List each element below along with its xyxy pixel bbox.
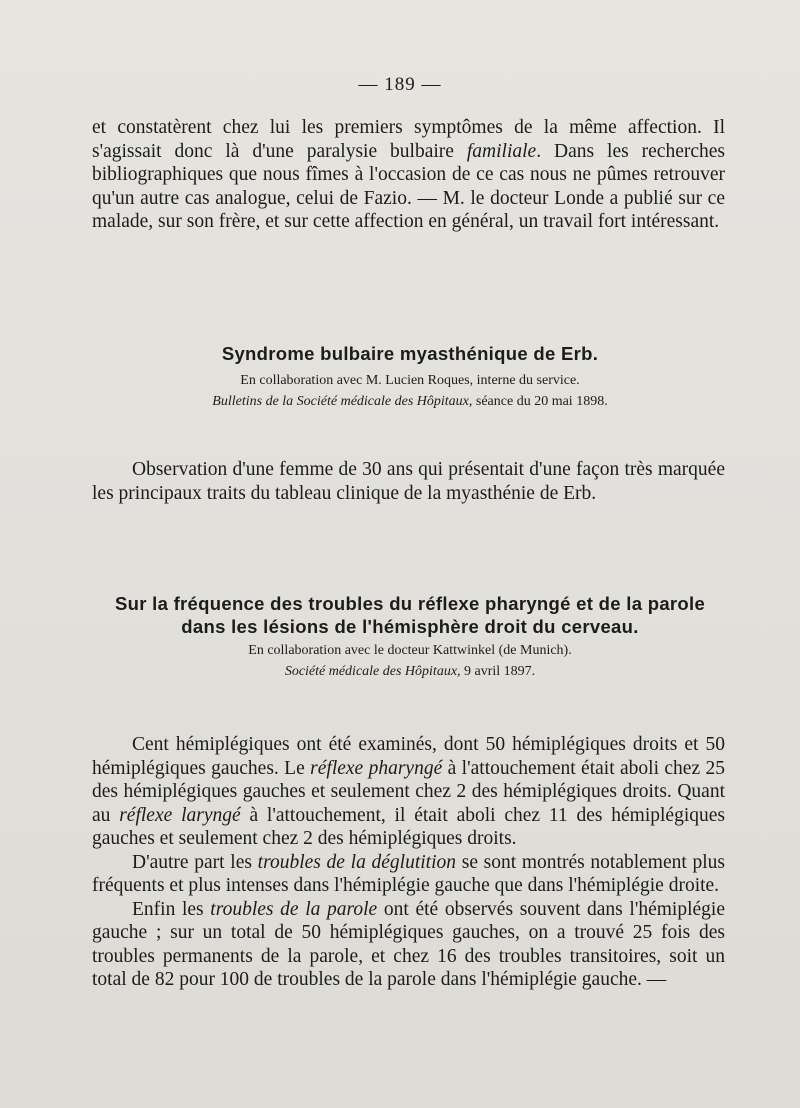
- section2-meta: [80, 640, 740, 682]
- section2-date: 9 avril 1897.: [460, 664, 536, 679]
- section1-collaboration: En collaboration avec M. Lucien Roques, interne du service.: [240, 373, 580, 388]
- observation-text: Observation d'une femme de 30 ans qui présentait d'une façon très marquée les principaux traits du tableau clinique de la myasthénie de Erb.: [92, 459, 725, 504]
- section1-date: séance du 20 mai 1898.: [472, 394, 608, 409]
- intro-italic: familiale: [466, 140, 537, 162]
- p1-italic-reflexe-pharynge: réflexe pharyngé: [310, 757, 443, 779]
- intro-text: et constatèrent chez lui les premiers symptômes de la même affection. Il s'agissait donc là d'une paralysie bulbaire: [92, 117, 725, 162]
- section2-title: [80, 592, 740, 638]
- section2-journal: Société médicale des Hôpitaux,: [284, 664, 461, 679]
- p2-text-a: D'autre part les: [132, 851, 258, 873]
- section1-journal: Bulletins de la Société médicale des Hôpitaux,: [212, 394, 473, 409]
- section1-title: Syndrome bulbaire myasthénique de Erb.: [221, 343, 599, 364]
- p3-text-b: ont été observés souvent dans l'hémiplégie gauche ; sur un total de 50 hémiplégiques gauches, on a trouvé 25 fois des troubles permanents de la parole, et chez 16 des troubles transitoires, soit un total de 82 pour 100 de troubles de la parole dans l'hémiplégie gauche. —: [92, 898, 725, 990]
- section1-observation: [92, 458, 725, 505]
- p2-text-b: se sont montrés notablement plus fréquents et plus intenses dans l'hémiplégie gauche que dans l'hémiplégie droite.: [92, 851, 726, 896]
- page-number: — 189 —: [358, 74, 442, 95]
- section2-body: [92, 733, 725, 992]
- p1-text-b: à l'attouchement était aboli chez 25 des hémiplégiques gauches et seulement chez 2 des hémiplégiques droits. Quant au: [92, 757, 725, 826]
- p3-italic-parole: troubles de la parole: [210, 898, 378, 920]
- section2-collaboration: En collaboration avec le docteur Kattwinkel (de Munich).: [248, 643, 572, 658]
- intro-paragraph: [92, 116, 725, 234]
- p1-text-c: à l'attouchement, il était aboli chez 11 des hémiplégiques gauches et seulement chez 2 des hémiplégiques droits.: [92, 804, 725, 849]
- section2-paragraph-3: [92, 898, 725, 992]
- section2-source: [80, 661, 740, 682]
- p2-italic-deglutition: troubles de la déglutition: [257, 851, 457, 873]
- section1-meta: [80, 370, 740, 412]
- section2-paragraph-1: [92, 733, 725, 851]
- section2-title-line1: Sur la fréquence des troubles du réflexe pharyngé et de la parole: [114, 593, 706, 614]
- p3-text-a: Enfin les: [132, 898, 211, 920]
- p1-italic-reflexe-larynge: réflexe laryngé: [119, 804, 241, 826]
- p1-text-a: Cent hémiplégiques ont été examinés, dont 50 hémiplégiques droits et 50 hémiplégiques gauches. Le: [92, 734, 725, 779]
- section2-title-line2: dans les lésions de l'hémisphère droit du cerveau.: [181, 616, 639, 637]
- section1-source: [80, 391, 740, 412]
- section2-paragraph-2: [92, 851, 725, 898]
- intro-text-end: . Dans les recherches bibliographiques que nous fîmes à l'occasion de ce cas nous ne pûmes retrouver qu'un autre cas analogue, celui de Fazio. — M. le docteur Londe a publié sur ce malade, sur son frère, et sur cette affection en général, un travail fort intéressant.: [92, 140, 725, 232]
